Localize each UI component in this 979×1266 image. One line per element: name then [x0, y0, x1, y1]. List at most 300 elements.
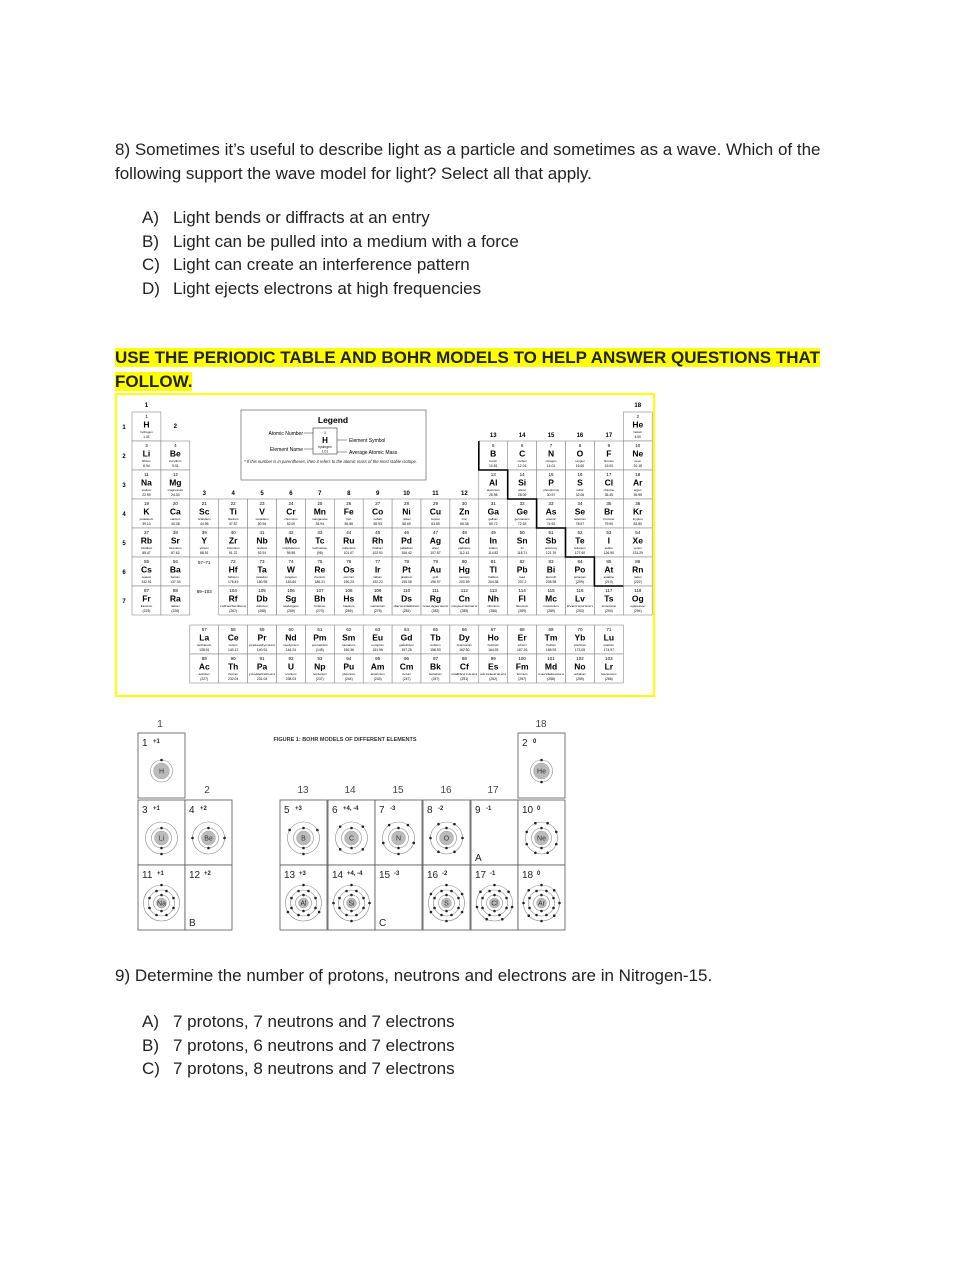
atomic-number: 12: [172, 472, 178, 477]
element-symbol: Eu: [372, 632, 384, 643]
atomic-mass: 40.08: [171, 522, 180, 526]
bohr-element-symbol: Be: [204, 835, 213, 843]
atomic-number: 91: [259, 656, 265, 661]
element-symbol: Th: [227, 661, 239, 672]
element-symbol: As: [545, 506, 557, 517]
element-symbol: Pr: [257, 632, 267, 643]
group-label: 8: [347, 491, 351, 497]
element-name: yttrium: [199, 546, 209, 550]
element-symbol: Mc: [545, 593, 557, 604]
element-symbol: Br: [604, 506, 614, 517]
element-name: radium: [170, 604, 180, 608]
element-name: nickel: [402, 517, 411, 521]
bohr-blank-label: A: [475, 853, 482, 864]
element-cell-cf: [450, 654, 479, 683]
element-name: bismuth: [545, 575, 557, 579]
bohr-cell-18: [518, 865, 565, 930]
option-letter: A): [142, 208, 159, 227]
option-c[interactable]: [142, 1057, 455, 1081]
element-cell-fm: [508, 654, 537, 683]
element-cell-kr: [623, 499, 652, 528]
atomic-number: 64: [404, 627, 410, 632]
atomic-number: 93: [317, 656, 323, 661]
electron: [160, 884, 163, 887]
element-name: uranium: [285, 672, 297, 676]
element-name: cerium: [228, 643, 238, 647]
bohr-cell-4: [185, 800, 232, 865]
element-symbol: Ts: [604, 593, 614, 604]
element-symbol: Se: [574, 506, 586, 517]
electron: [445, 884, 448, 887]
bohr-atomic-number: 15: [379, 870, 391, 881]
element-name: zirconium: [226, 546, 240, 550]
element-symbol: Tl: [489, 564, 498, 575]
element-name: arsenic: [546, 517, 556, 521]
element-cell-ac: [190, 654, 219, 683]
element-cell-nh: [479, 586, 508, 615]
atomic-mass: (244): [344, 677, 353, 681]
legend-average-mass-label: Average Atomic Mass: [349, 450, 398, 456]
element-cell-mc: [537, 586, 566, 615]
element-symbol: Cf: [459, 661, 469, 672]
option-letter: C): [142, 1059, 160, 1078]
electron: [407, 824, 410, 827]
bohr-atomic-number: 3: [142, 805, 148, 816]
element-symbol: Sg: [285, 593, 297, 604]
element-name: tin: [520, 546, 524, 550]
element-name: helium: [633, 430, 643, 434]
electron: [528, 897, 531, 900]
element-name: iron: [346, 517, 352, 521]
electron: [362, 907, 365, 910]
element-cell-hg: [450, 557, 479, 586]
atomic-mass: 69.72: [489, 522, 498, 526]
electron: [307, 890, 310, 893]
element-cell-se: [566, 499, 595, 528]
atomic-number: 19: [143, 501, 149, 506]
group-label: 3: [202, 491, 206, 497]
atomic-mass: 140.91: [256, 648, 268, 652]
element-symbol: Sc: [199, 506, 210, 517]
bohr-cell-1: [138, 733, 185, 798]
element-cell-fl: [508, 586, 537, 615]
electron: [479, 890, 482, 893]
element-cell-sr: [161, 528, 190, 557]
element-name: terbium: [430, 643, 441, 647]
atomic-number: 5: [491, 443, 495, 448]
electron: [362, 825, 365, 828]
atomic-number: 106: [287, 588, 295, 593]
element-symbol: Rb: [140, 535, 153, 546]
atomic-mass: 158.93: [430, 648, 441, 652]
option-b[interactable]: [142, 230, 519, 254]
atomic-mass: 101.07: [343, 551, 354, 555]
element-symbol: Lu: [603, 632, 615, 643]
element-name: rubidium: [140, 546, 153, 550]
atomic-mass: 174.97: [603, 648, 615, 652]
element-symbol: Hf: [228, 564, 238, 575]
element-symbol: V: [259, 506, 265, 517]
atomic-mass: 55.85: [344, 522, 353, 526]
atomic-number: 14: [519, 472, 525, 477]
bohr-cell-13: [280, 865, 327, 930]
electron: [362, 897, 365, 900]
atomic-mass: 4.00: [634, 435, 642, 439]
option-letter: D): [142, 278, 160, 298]
electron: [445, 920, 448, 923]
atomic-number: 22: [230, 501, 236, 506]
element-name: californium: [451, 672, 479, 676]
electron: [314, 907, 317, 910]
atomic-number: 105: [258, 588, 266, 593]
electron: [437, 851, 440, 854]
atomic-number: 40: [230, 530, 236, 535]
electron: [338, 907, 341, 910]
electron: [350, 884, 353, 887]
bohr-element-symbol: Na: [157, 900, 166, 908]
electron: [339, 848, 342, 851]
element-name: zinc: [461, 517, 468, 521]
bohr-group-18-label: 18: [535, 719, 547, 730]
element-symbol: Og: [631, 593, 644, 604]
electron: [155, 890, 158, 893]
element-symbol: Np: [314, 661, 326, 672]
electron: [553, 889, 556, 892]
element-cell-zn: [450, 499, 479, 528]
atomic-number: 87: [143, 588, 149, 593]
element-symbol: Ni: [402, 506, 411, 517]
electron: [297, 914, 300, 917]
element-name: thallium: [488, 575, 499, 579]
lanthanide-range: 57–71: [197, 560, 211, 565]
element-name: europium: [371, 643, 384, 647]
element-name: oganesson: [630, 604, 646, 608]
element-symbol: Ds: [401, 593, 412, 604]
bohr-atomic-number: 1: [142, 738, 148, 749]
atomic-number: 35: [606, 501, 612, 506]
element-cell-sc: [190, 499, 219, 528]
bohr-charge: +4, -4: [347, 871, 363, 877]
element-cell-at: [594, 557, 623, 586]
element-name: iodine: [604, 546, 613, 550]
bohr-element-symbol: S: [444, 900, 449, 908]
electron: [546, 851, 549, 854]
element-name: francium: [140, 604, 153, 608]
atomic-mass: 39.95: [633, 493, 642, 497]
element-name: antimony: [544, 546, 558, 550]
electron: [302, 827, 305, 830]
legend-note: * If this number is in parentheses, then it refers to the atomic mass of the most stable isotope.: [244, 459, 417, 464]
atomic-mass: (282): [431, 609, 440, 613]
bohr-element-symbol: B: [301, 835, 306, 843]
atomic-number: 36: [635, 501, 641, 506]
atomic-number: 75: [317, 559, 323, 564]
element-name: bohrium: [314, 604, 326, 608]
element-symbol: No: [574, 661, 586, 672]
element-name: silver: [431, 546, 439, 550]
element-name: ruthenium: [342, 546, 356, 550]
group-label: 12: [461, 491, 468, 497]
element-name: ytterbium: [573, 643, 587, 647]
bohr-group-1-label: 1: [157, 719, 163, 730]
element-name: copernicium: [451, 604, 479, 608]
atomic-number: 53: [606, 530, 612, 535]
electron: [546, 822, 549, 825]
element-name: nobelium: [573, 672, 587, 676]
option-d[interactable]: [142, 277, 519, 301]
element-cell-ag: [421, 528, 450, 557]
element-symbol: Rn: [632, 564, 644, 575]
electron: [160, 910, 163, 913]
element-cell-si: [508, 470, 537, 499]
atomic-number: 31: [490, 501, 496, 506]
electron: [493, 910, 496, 913]
element-symbol: Dy: [458, 632, 470, 643]
element-cell-co: [363, 499, 392, 528]
element-name: lead: [519, 575, 525, 579]
element-symbol: Pu: [343, 661, 355, 672]
atomic-mass: 6.94: [143, 464, 150, 468]
element-cell-no: [566, 654, 595, 683]
electron: [535, 914, 538, 917]
element-name: curium: [402, 672, 412, 676]
atomic-mass: 232.04: [227, 677, 239, 681]
atomic-number: 3: [145, 443, 148, 448]
atomic-mass: 22.99: [142, 493, 151, 497]
element-name: tellurium: [574, 546, 586, 550]
atomic-number: 66: [461, 627, 467, 632]
atomic-number: 96: [404, 656, 410, 661]
element-name: neon: [634, 459, 642, 463]
period-label: 5: [122, 541, 126, 547]
element-symbol: Sr: [170, 535, 180, 546]
question-9-options: [142, 1010, 455, 1081]
element-name: barium: [170, 575, 180, 579]
element-cell-ti: [219, 499, 248, 528]
option-c[interactable]: [142, 253, 519, 277]
bohr-atomic-number: 14: [332, 870, 344, 881]
element-symbol: Nh: [487, 593, 499, 604]
element-name: boron: [489, 459, 498, 463]
element-name: calcium: [170, 517, 181, 521]
bohr-atomic-number: 4: [189, 805, 195, 816]
atomic-number: 68: [519, 627, 525, 632]
element-cell-yb: [566, 625, 595, 654]
bohr-element-symbol: O: [443, 835, 450, 843]
bohr-element-symbol: Ne: [537, 835, 546, 843]
electron: [355, 890, 358, 893]
electron: [493, 884, 496, 887]
element-cell-n: [537, 441, 566, 470]
period-label: 6: [122, 570, 126, 576]
atomic-number: 39: [201, 530, 207, 535]
electron: [522, 902, 525, 905]
atomic-number: 111: [432, 588, 439, 593]
electron: [552, 907, 555, 910]
electron: [534, 851, 537, 854]
atomic-number: 94: [346, 656, 352, 661]
element-name: cadmium: [458, 546, 471, 550]
electron: [481, 907, 484, 910]
atomic-mass: 173.05: [574, 648, 586, 652]
atomic-number: 62: [346, 627, 352, 632]
element-cell-al: [479, 470, 508, 499]
element-symbol: Rf: [228, 593, 238, 604]
element-cell-la: [190, 625, 219, 654]
atomic-mass: (278): [373, 609, 382, 613]
atomic-mass: 238.03: [285, 677, 297, 681]
periodic-table-figure: [115, 393, 655, 697]
bohr-blank-label: C: [379, 918, 387, 929]
element-name: americium: [370, 672, 385, 676]
atomic-number: 24: [288, 501, 294, 506]
element-name: rutherfordium: [220, 604, 247, 608]
atomic-number: 72: [230, 559, 236, 564]
element-cell-md: [537, 654, 566, 683]
bohr-cell-12: [185, 865, 232, 930]
electron: [350, 847, 353, 850]
bohr-element-symbol: Si: [348, 900, 355, 908]
atomic-mass: (268): [258, 609, 267, 613]
atomic-mass: 19.00: [604, 464, 614, 468]
atomic-number: 99: [490, 656, 496, 661]
bohr-element-symbol: C: [348, 835, 355, 843]
bohr-group-15-label: 15: [392, 785, 404, 796]
electron: [493, 894, 496, 897]
bohr-element-symbol: Cl: [491, 900, 498, 908]
electron: [223, 837, 226, 840]
element-symbol: Cu: [429, 506, 442, 517]
element-cell-c: [508, 441, 537, 470]
bohr-atomic-number: 6: [332, 805, 338, 816]
element-name: actinium: [198, 672, 210, 676]
atomic-mass: (243): [373, 677, 382, 681]
bohr-element-symbol: He: [537, 768, 546, 776]
group-label: 18: [634, 403, 642, 409]
atomic-mass: 150.36: [343, 648, 354, 652]
electron: [433, 897, 436, 900]
atomic-mass: 167.26: [516, 648, 528, 652]
element-name: potassium: [139, 517, 154, 521]
period-label: 2: [122, 454, 126, 460]
element-cell-ts: [594, 586, 623, 615]
atomic-number: 2: [636, 414, 640, 419]
bohr-charge: 0: [537, 806, 541, 812]
element-cell-ne: [623, 441, 652, 470]
bohr-atomic-number: 17: [475, 870, 487, 881]
bohr-atomic-number: 8: [427, 805, 433, 816]
atomic-number: 56: [172, 559, 178, 564]
atomic-number: 90: [230, 656, 236, 661]
element-name: silicon: [517, 488, 527, 492]
atomic-number: 89: [201, 656, 207, 661]
element-symbol: Pa: [256, 661, 268, 672]
element-cell-cr: [277, 499, 306, 528]
element-name: neodymium: [283, 643, 299, 647]
group-label: 15: [547, 433, 555, 439]
atomic-mass: 102.91: [372, 551, 383, 555]
element-cell-pa: [248, 654, 277, 683]
bohr-atomic-number: 18: [522, 870, 534, 881]
electron: [160, 827, 163, 830]
element-symbol: Re: [314, 564, 326, 575]
atomic-mass: 72.63: [517, 522, 527, 526]
element-cell-pt: [392, 557, 421, 586]
atomic-number: 55: [143, 559, 149, 564]
element-symbol: Xe: [632, 535, 643, 546]
legend-example-symbol: H: [322, 436, 328, 445]
electron: [287, 911, 290, 914]
option-a[interactable]: [142, 206, 519, 230]
option-a[interactable]: [142, 1010, 455, 1034]
atomic-mass: (258): [547, 677, 556, 681]
atomic-number: 82: [519, 559, 525, 564]
electron: [488, 914, 491, 917]
element-cell-pu: [334, 654, 363, 683]
atomic-mass: 208.98: [545, 580, 557, 584]
bohr-atomic-number: 9: [475, 805, 481, 816]
electron: [535, 890, 538, 893]
element-cell-ce: [219, 625, 248, 654]
atomic-mass: 58.93: [373, 522, 382, 526]
group-label: 6: [289, 491, 293, 497]
electron: [545, 914, 548, 917]
element-cell-lu: [594, 625, 623, 654]
electron: [525, 831, 528, 834]
bohr-models-figure: [135, 715, 575, 935]
atomic-number: 32: [519, 501, 525, 506]
atomic-number: 10: [635, 443, 641, 448]
atomic-number: 52: [577, 530, 583, 535]
element-symbol: Ar: [633, 477, 643, 488]
electron: [540, 847, 543, 850]
element-name: dysprosium: [456, 643, 473, 647]
element-name: beryllium: [169, 459, 182, 463]
element-cell-db: [248, 586, 277, 615]
element-cell-mg: [161, 470, 190, 499]
electron: [488, 890, 491, 893]
element-cell-pd: [392, 528, 421, 557]
option-b[interactable]: [142, 1034, 455, 1058]
element-symbol: Sm: [342, 632, 356, 643]
element-cell-bh: [305, 586, 334, 615]
electron: [160, 853, 163, 856]
element-cell-nb: [248, 528, 277, 557]
group-label: 13: [489, 433, 497, 439]
element-symbol: Te: [575, 535, 585, 546]
electron: [345, 914, 348, 917]
element-name: sodium: [141, 488, 152, 492]
element-symbol: Cl: [604, 477, 614, 488]
atomic-number: 102: [576, 656, 584, 661]
element-cell-mt: [363, 586, 392, 615]
element-cell-ga: [479, 499, 508, 528]
atomic-mass: 85.47: [142, 551, 151, 555]
element-name: nitrogen: [545, 459, 557, 463]
atomic-mass: (266): [604, 677, 613, 681]
atomic-mass: 1.01: [143, 435, 150, 439]
atomic-mass: 39.10: [142, 522, 151, 526]
element-name: livermorium: [567, 604, 594, 608]
electron: [160, 847, 163, 850]
atomic-number: 21: [201, 501, 207, 506]
atomic-number: 17: [606, 472, 612, 477]
element-symbol: W: [286, 564, 295, 575]
atomic-mass: 54.94: [315, 522, 325, 526]
atomic-number: 1: [145, 414, 148, 419]
element-name: rhenium: [314, 575, 326, 579]
element-symbol: Db: [256, 593, 268, 604]
